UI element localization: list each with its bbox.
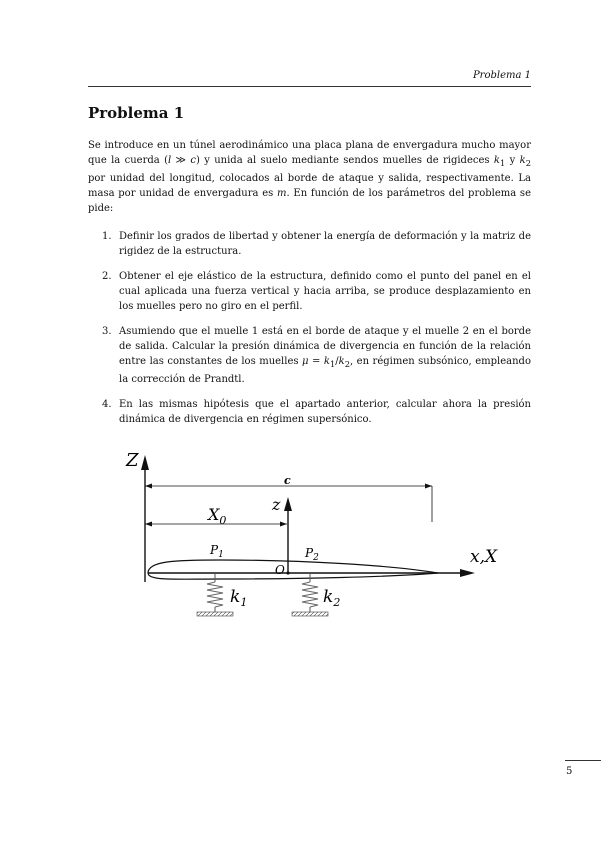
z-axis-arrowhead [141, 455, 149, 470]
header-rule [88, 86, 531, 87]
spring-2-coil [302, 582, 318, 607]
x-axis-arrowhead [460, 569, 475, 577]
problem-title: Problema 1 [88, 104, 185, 122]
label-k2: $k_2$ [323, 587, 341, 609]
label-P2: $P_2$ [305, 546, 319, 563]
spring-2-ground [292, 612, 328, 616]
task-item: 3. Asumiendo que el muelle 1 está en el borde de ataque y el muelle 2 en el borde de salida. Calcular la presión dinámica de divergencia en función de la relación entre las constantes de los muelles $\mu = k_1/k_2$, en régimen subsónico, empleando la corrección de Prandtl. [102, 326, 531, 385]
label-xX: x,X [470, 547, 498, 567]
label-z: z [272, 495, 281, 514]
x0-arrowhead-right [280, 522, 287, 527]
point-O [286, 571, 289, 574]
label-O: O [275, 563, 285, 577]
x0-arrowhead-left [145, 522, 152, 527]
label-P1: $P_1$ [210, 543, 224, 560]
task-list [88, 229, 531, 437]
page-number: 5 [566, 766, 573, 777]
label-Z: Z [126, 450, 139, 471]
spring-1-coil [207, 582, 223, 607]
spring-1-ground [197, 612, 233, 616]
chord-arrowhead-right [425, 484, 432, 489]
airfoil-spring-diagram [120, 442, 520, 622]
label-c: c [284, 474, 291, 487]
airfoil-profile [148, 560, 438, 579]
problem-intro: Se introduce en un túnel aerodinámico una placa plana de envergadura mucho mayor que la cuerda (l ≫ c) y unida al suelo mediante sendos muelles de rigideces $k_1$ y $k_2$ por unidad del longitud, colocados al borde de ataque y salida, respectivamente. La masa por unidad de envergadura es m. En función de los parámetros del problema se pide: [88, 140, 531, 214]
task-item: 2. Obtener el eje elástico de la estructura, definido como el punto del panel en el cual aplicada una fuerza vertical y hacia arriba, se produce desplazamiento en los muelles pero no giro en el perfil. [102, 271, 531, 312]
chord-arrowhead-left [145, 484, 152, 489]
label-X0: $X_0$ [208, 505, 227, 527]
z-local-arrowhead [284, 497, 292, 511]
task-item: 1. Definir los grados de libertad y obtener la energía de deformación y la matriz de rigidez de la estructura. [102, 231, 531, 257]
label-k1: $k_1$ [230, 587, 248, 609]
footer-rule [565, 760, 601, 761]
task-item: 4. En las mismas hipótesis que el apartado anterior, calcular ahora la presión dinámica de divergencia en régimen supersónico. [102, 399, 531, 425]
running-head: Problema 1 [472, 70, 531, 81]
